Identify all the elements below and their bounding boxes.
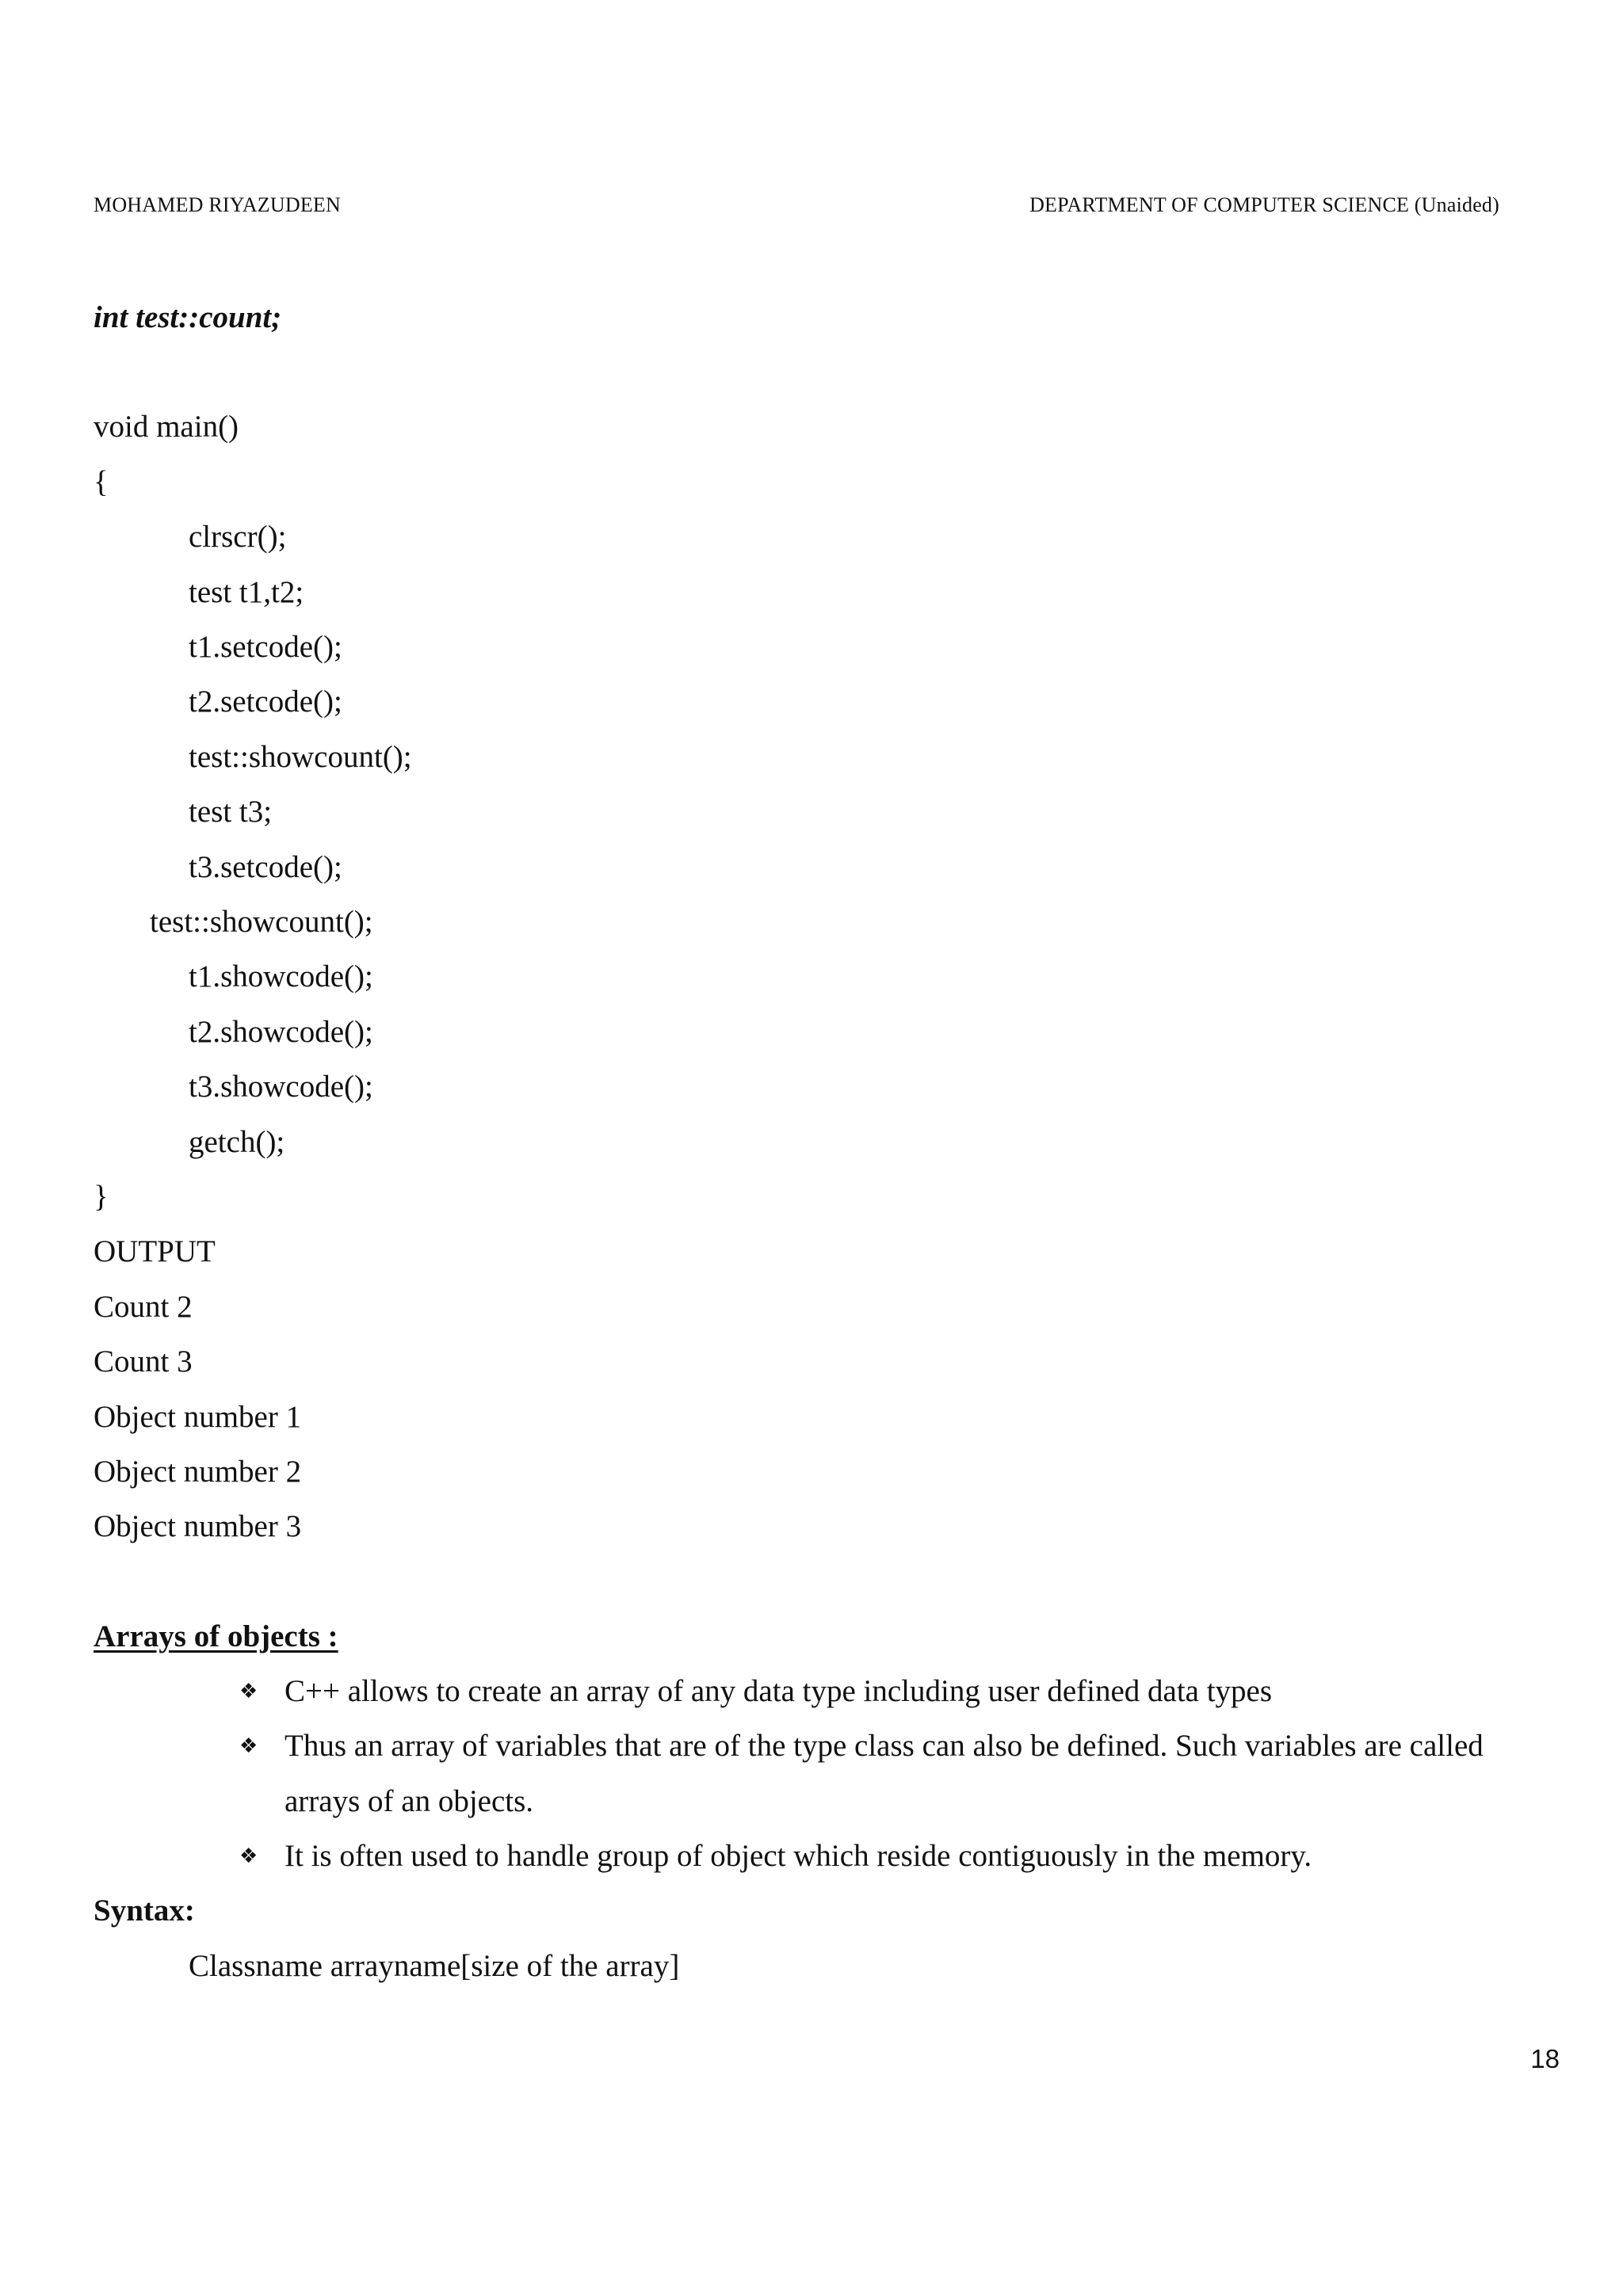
bullet-continuation-text: arrays of an objects. bbox=[285, 1784, 534, 1818]
bullet-text: It is often used to handle group of object which reside contiguously in the memory. bbox=[285, 1839, 1312, 1873]
code-main-signature: void main() bbox=[94, 410, 239, 444]
code-line: getch(); bbox=[189, 1125, 285, 1159]
output-line: Object number 2 bbox=[94, 1455, 302, 1489]
code-line: t1.showcode(); bbox=[189, 959, 373, 994]
bullet-text: Thus an array of variables that are of the type class can also be defined. Such variables are called bbox=[285, 1729, 1484, 1763]
code-line: t3.setcode(); bbox=[189, 850, 342, 884]
diamond-bullet-icon: ❖ bbox=[239, 1680, 258, 1703]
header-department: DEPARTMENT OF COMPUTER SCIENCE (Unaided) bbox=[1029, 193, 1499, 216]
code-line: test t1,t2; bbox=[189, 575, 304, 609]
syntax-heading: Syntax: bbox=[94, 1894, 195, 1928]
code-line: test::showcount(); bbox=[150, 905, 373, 939]
code-line: test::showcount(); bbox=[189, 740, 412, 774]
code-line: test t3; bbox=[189, 795, 273, 829]
code-close-brace: } bbox=[94, 1180, 109, 1214]
bullet-text: C++ allows to create an array of any data type including user defined data types bbox=[285, 1674, 1273, 1708]
code-line: t1.setcode(); bbox=[189, 630, 342, 664]
page-number: 18 bbox=[1530, 2044, 1560, 2073]
header-author: MOHAMED RIYAZUDEEN bbox=[94, 193, 341, 216]
code-line: t3.showcode(); bbox=[189, 1070, 373, 1104]
code-line: clrscr(); bbox=[189, 520, 287, 554]
diamond-bullet-icon: ❖ bbox=[239, 1844, 258, 1868]
section-heading-arrays-of-objects: Arrays of objects : bbox=[94, 1619, 338, 1653]
syntax-line: Classname arrayname[size of the array] bbox=[189, 1949, 680, 1983]
diamond-bullet-icon: ❖ bbox=[239, 1734, 258, 1758]
code-line: t2.setcode(); bbox=[189, 685, 342, 719]
output-line: Object number 1 bbox=[94, 1400, 302, 1434]
output-line: Object number 3 bbox=[94, 1509, 302, 1543]
code-open-brace: { bbox=[94, 465, 109, 499]
code-static-declaration: int test::count; bbox=[94, 300, 282, 334]
code-line: t2.showcode(); bbox=[189, 1015, 373, 1049]
output-heading: OUTPUT bbox=[94, 1234, 216, 1268]
output-line: Count 2 bbox=[94, 1290, 193, 1324]
output-line: Count 3 bbox=[94, 1344, 193, 1379]
